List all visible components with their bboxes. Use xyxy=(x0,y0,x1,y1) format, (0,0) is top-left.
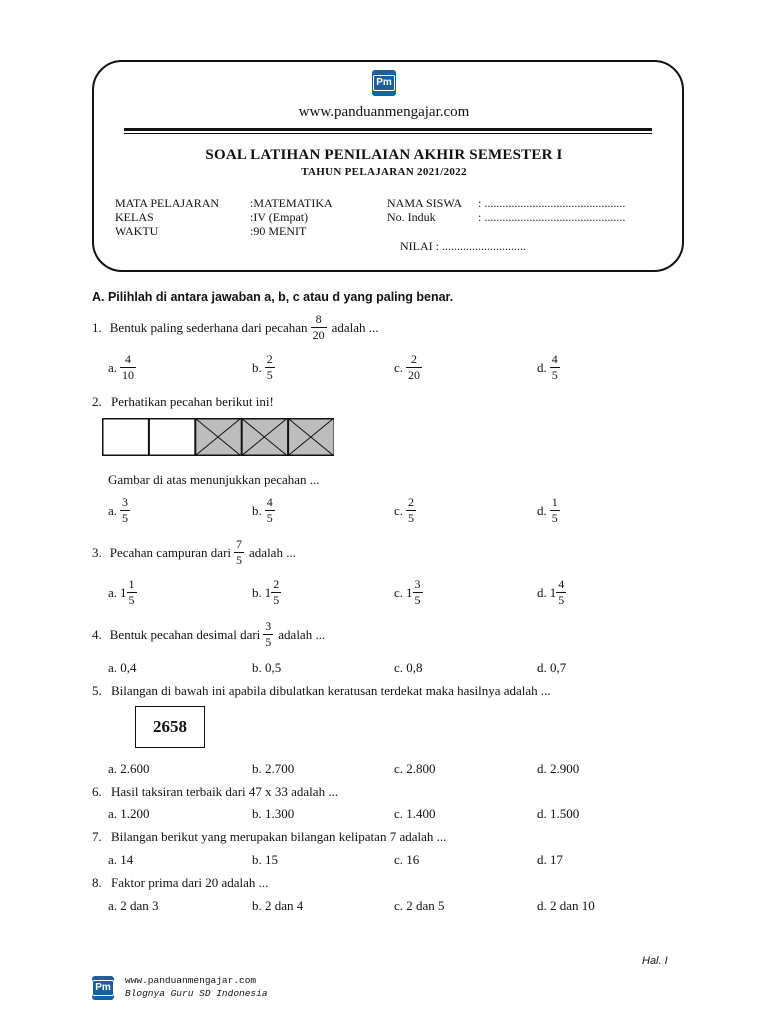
question-fraction: $\frac{7}{5}$ xyxy=(236,537,243,567)
option-6d[interactable]: d. 1.500 xyxy=(537,806,580,821)
page-number: Hal. I xyxy=(642,955,668,967)
option-6b[interactable]: b. 1.300 xyxy=(252,806,295,821)
footer-logo-text: Pm xyxy=(92,980,114,996)
question-7 xyxy=(92,829,446,845)
option-5a[interactable]: a. 2.600 xyxy=(108,761,150,776)
option-8a[interactable]: a. 2 dan 3 xyxy=(108,898,159,913)
question-fraction: $\frac{8}{20}$ xyxy=(312,312,325,342)
question-6 xyxy=(92,784,338,800)
option-5d[interactable]: d. 2.900 xyxy=(537,761,580,776)
option-2c[interactable]: c. $\frac{2}{5}$ xyxy=(394,495,415,525)
field-value-class: :IV (Empat) xyxy=(250,210,309,224)
number-box: 2658 xyxy=(135,706,205,748)
question-text: Bilangan di bawah ini apabila dibulatkan keratusan terdekat maka hasilnya adalah ... xyxy=(111,683,551,698)
question-fraction: $\frac{3}{5}$ xyxy=(265,619,272,649)
option-7c[interactable]: c. 16 xyxy=(394,852,420,867)
question-5 xyxy=(92,683,551,699)
header-divider xyxy=(124,128,652,131)
option-7a[interactable]: a. 14 xyxy=(108,852,134,867)
option-6a[interactable]: a. 1.200 xyxy=(108,806,150,821)
question-2-caption: Gambar di atas menunjukkan pecahan ... xyxy=(108,472,320,487)
option-4a[interactable]: a. 0,4 xyxy=(108,660,137,675)
document-title: SOAL LATIHAN PENILAIAN AKHIR SEMESTER I xyxy=(205,147,563,163)
field-label-subject: MATA PELAJARAN xyxy=(115,196,220,210)
option-3a[interactable]: a. 1 $\frac{1}{5}$ xyxy=(108,577,135,607)
question-number: 5. xyxy=(92,683,102,698)
question-text-end: adalah ... xyxy=(249,544,296,560)
option-4b[interactable]: b. 0,5 xyxy=(252,660,282,675)
field-value-student-name[interactable]: : ............................................... xyxy=(478,196,626,210)
field-label-student-id: No. Induk xyxy=(387,210,436,224)
question-text-end: adalah ... xyxy=(331,319,379,335)
option-8c[interactable]: c. 2 dan 5 xyxy=(394,898,445,913)
question-text: Bentuk pecahan desimal dari xyxy=(109,626,261,642)
footer-tagline: Blognya Guru SD Indonesia xyxy=(125,988,268,999)
field-label-time: WAKTU xyxy=(115,224,159,238)
question-2 xyxy=(92,394,274,410)
option-3c[interactable]: c. 1 $\frac{3}{5}$ xyxy=(394,577,421,607)
question-4 xyxy=(92,620,325,649)
header-divider-thin xyxy=(124,133,652,134)
score-field[interactable]: NILAI : ............................ xyxy=(400,239,526,253)
option-7d[interactable]: d. 17 xyxy=(537,852,563,867)
document-subtitle: TAHUN PELAJARAN 2021/2022 xyxy=(301,166,467,178)
question-text-end: adalah ... xyxy=(278,626,326,642)
site-url: www.panduanmengajar.com xyxy=(298,104,470,120)
option-3d[interactable]: d. 1 $\frac{4}{5}$ xyxy=(537,577,565,607)
option-6c[interactable]: c. 1.400 xyxy=(394,806,436,821)
option-3b[interactable]: b. 1 $\frac{2}{5}$ xyxy=(252,577,280,607)
option-5b[interactable]: b. 2.700 xyxy=(252,761,295,776)
question-number: 4. xyxy=(92,626,102,642)
option-8b[interactable]: b. 2 dan 4 xyxy=(252,898,304,913)
panduan-logo-icon xyxy=(372,70,396,96)
logo-text: Pm xyxy=(373,75,395,91)
question-1 xyxy=(92,313,378,342)
option-5c[interactable]: c. 2.800 xyxy=(394,761,436,776)
unshaded-part xyxy=(149,419,195,456)
option-1d[interactable]: d. $\frac{4}{5}$ xyxy=(537,352,558,382)
field-value-student-id[interactable]: : ............................................... xyxy=(478,210,626,224)
option-1b[interactable]: b. $\frac{2}{5}$ xyxy=(252,352,273,382)
question-8 xyxy=(92,875,268,891)
option-4c[interactable]: c. 0,8 xyxy=(394,660,423,675)
question-text: Faktor prima dari 20 adalah ... xyxy=(111,875,269,890)
field-label-student-name: NAMA SISWA xyxy=(387,196,463,210)
question-text: Bilangan berikut yang merupakan bilangan kelipatan 7 adalah ... xyxy=(111,829,447,844)
question-text: Pecahan campuran dari xyxy=(109,544,232,560)
fraction-bar-figure xyxy=(102,418,334,456)
question-text: Perhatikan pecahan berikut ini! xyxy=(111,394,274,409)
field-label-class: KELAS xyxy=(115,210,154,224)
footer-url[interactable]: www.panduanmengajar.com xyxy=(125,975,257,986)
question-text: Hasil taksiran terbaik dari 47 x 33 adalah ... xyxy=(111,784,339,799)
option-8d[interactable]: d. 2 dan 10 xyxy=(537,898,595,913)
option-2b[interactable]: b. $\frac{4}{5}$ xyxy=(252,495,273,525)
field-value-time: :90 MENIT xyxy=(250,224,307,238)
option-1a[interactable]: a. $\frac{4}{10}$ xyxy=(108,352,135,382)
question-number: 2. xyxy=(92,394,102,409)
option-7b[interactable]: b. 15 xyxy=(252,852,278,867)
unshaded-part xyxy=(103,419,149,456)
question-number: 1. xyxy=(92,319,102,335)
question-number: 6. xyxy=(92,784,102,799)
option-2a[interactable]: a. $\frac{3}{5}$ xyxy=(108,495,129,525)
section-a-heading: A. Pilihlah di antara jawaban a, b, c atau d yang paling benar. xyxy=(92,290,454,304)
option-1c[interactable]: c. $\frac{2}{20}$ xyxy=(394,352,421,382)
footer-logo-icon xyxy=(92,976,114,1000)
option-2d[interactable]: d. $\frac{1}{5}$ xyxy=(537,495,558,525)
question-number: 3. xyxy=(92,544,102,560)
question-text: Bentuk paling sederhana dari pecahan xyxy=(109,319,308,335)
question-3 xyxy=(92,538,296,567)
question-number: 8. xyxy=(92,875,102,890)
question-number: 7. xyxy=(92,829,102,844)
option-4d[interactable]: d. 0,7 xyxy=(537,660,567,675)
field-value-subject: :MATEMATIKA xyxy=(250,196,333,210)
